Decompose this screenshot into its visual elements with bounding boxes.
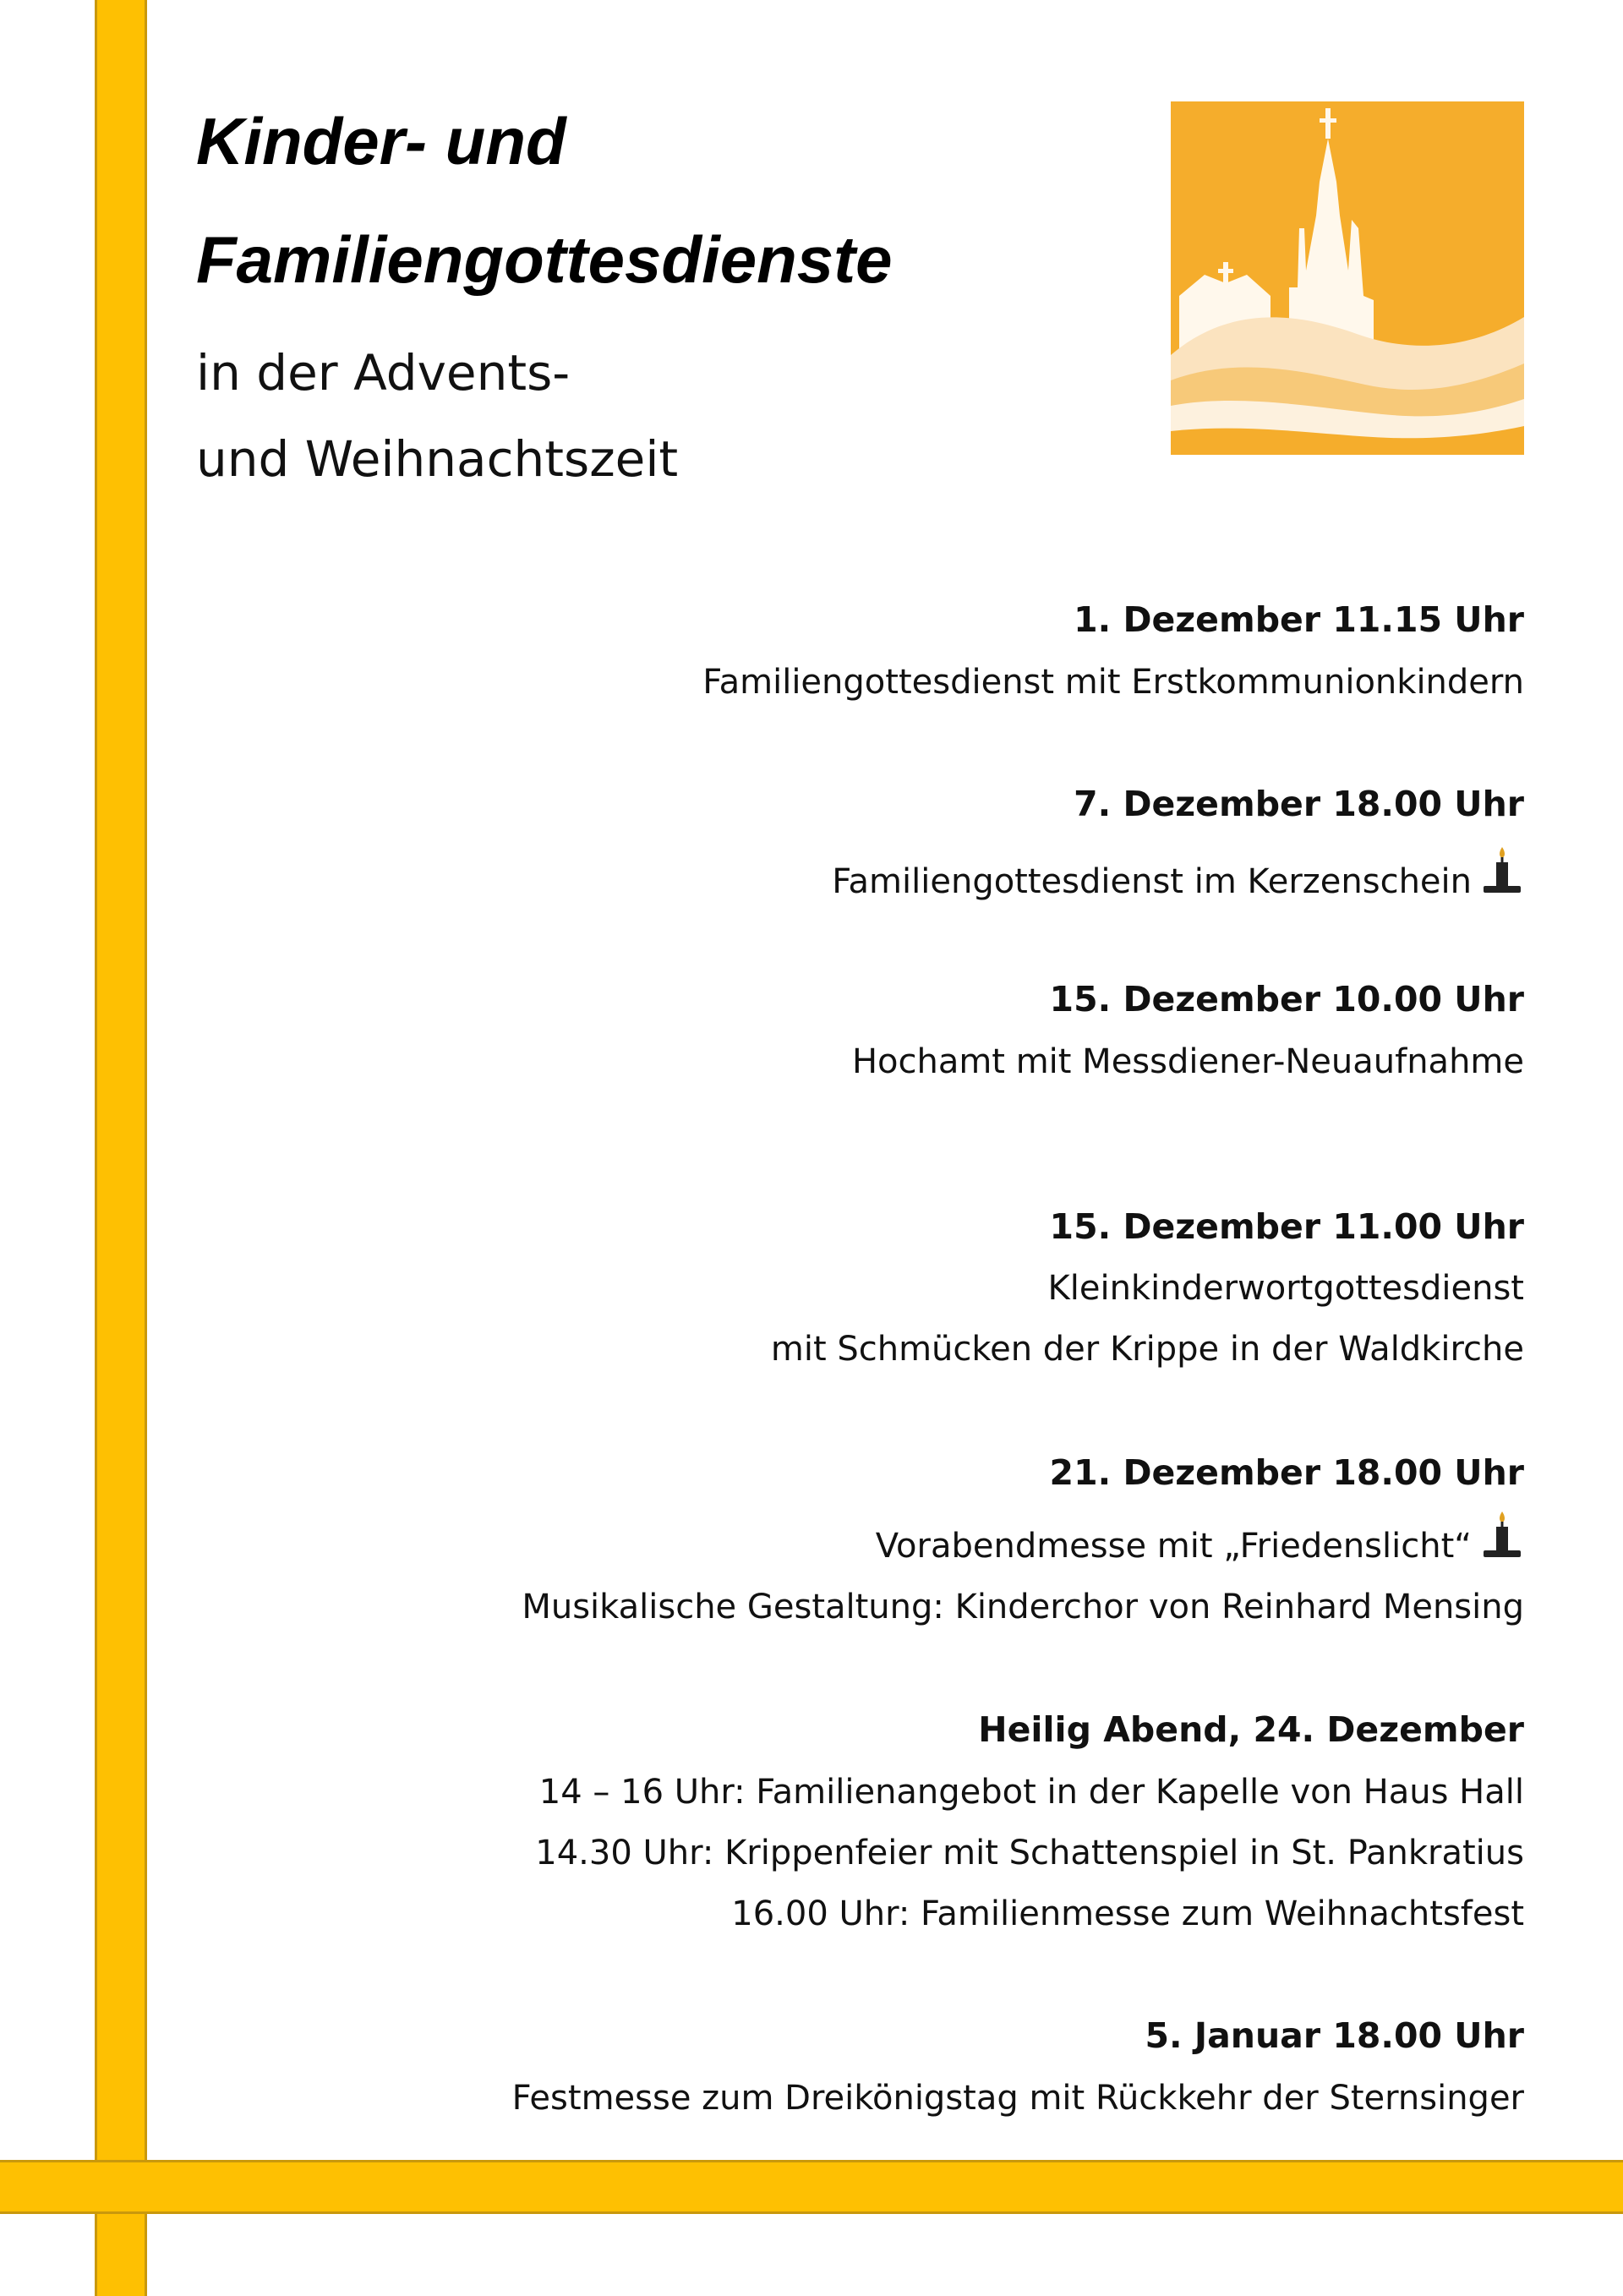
event-6-description-line-2: 14.30 Uhr: Krippenfeier mit Schattenspiel in St. Pankratius — [535, 1834, 1524, 1872]
event-1-date: 1. Dezember 11.15 Uhr — [1074, 599, 1524, 640]
event-6-date: Heilig Abend, 24. Dezember — [978, 1709, 1524, 1750]
event-2-date: 7. Dezember 18.00 Uhr — [1074, 784, 1524, 824]
subtitle-line-2: und Weihnachtszeit — [196, 430, 679, 488]
church-skyline-logo — [1171, 101, 1524, 455]
event-5-date: 21. Dezember 18.00 Uhr — [1049, 1452, 1524, 1493]
event-3-date: 15. Dezember 10.00 Uhr — [1049, 979, 1524, 1020]
event-6-description-line-1: 14 – 16 Uhr: Familienangebot in der Kapelle von Haus Hall — [538, 1773, 1524, 1812]
event-2-description-row — [832, 845, 1524, 899]
page-title-line-2: Familiengottesdienste — [196, 222, 893, 297]
page-title-line-1: Kinder- und — [196, 104, 566, 178]
event-6-description-line-3: 16.00 Uhr: Familienmesse zum Weihnachtsfest — [731, 1894, 1524, 1933]
event-5-description-line-2: Musikalische Gestaltung: Kinderchor von Reinhard Mensing — [522, 1588, 1524, 1626]
subtitle-line-1: in der Advents- — [196, 344, 571, 402]
candle-icon — [1480, 1510, 1524, 1562]
event-4-date: 15. Dezember 11.00 Uhr — [1049, 1206, 1524, 1247]
vertical-accent-bar — [95, 0, 147, 2296]
event-5-description-row — [875, 1510, 1524, 1566]
event-7-description: Festmesse zum Dreikönigstag mit Rückkehr der Sternsinger — [511, 2079, 1524, 2118]
event-1-description: Familiengottesdienst mit Erstkommunionkindern — [702, 663, 1524, 702]
event-5-description-line-1: Vorabendmesse mit „Friedenslicht“ — [875, 1527, 1472, 1566]
horizontal-accent-bar — [0, 2160, 1623, 2214]
event-3-description: Hochamt mit Messdiener-Neuaufnahme — [851, 1042, 1524, 1081]
event-7-date: 5. Januar 18.00 Uhr — [1145, 2015, 1524, 2056]
event-2-description: Familiengottesdienst im Kerzenschein — [832, 862, 1472, 901]
candle-icon — [1480, 845, 1524, 898]
event-4-description-line-1: Kleinkinderwortgottesdienst — [1047, 1269, 1524, 1308]
event-4-description-line-2: mit Schmücken der Krippe in der Waldkirche — [770, 1330, 1524, 1369]
